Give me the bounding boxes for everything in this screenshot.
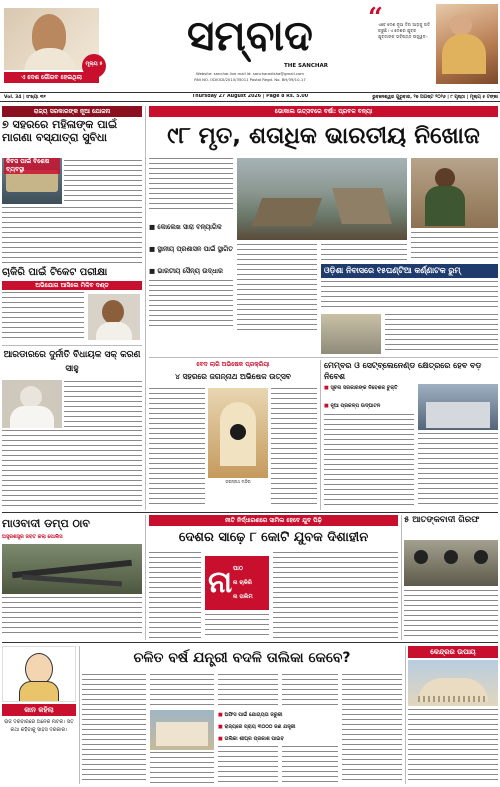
main-story-text-c xyxy=(237,244,317,330)
youth-badge-line-3: ନା ତାଲିମ xyxy=(233,594,253,600)
left-sub-1: ଦିବସ ପାଇଁ ବିଶେଷ ବ୍ୟବସ୍ଥା xyxy=(4,158,60,174)
bottom-text-h xyxy=(342,674,402,784)
main-story-text-e xyxy=(411,232,498,262)
center-rule xyxy=(320,360,321,510)
maoist-headline: ମାଓବାଦୀ ଡମ୍ପ ଠାବ xyxy=(2,517,90,530)
left-headline-2: ଚାକିରି ପାଇଁ ଟିକେଟ ପରୀକ୍ଷା xyxy=(2,267,108,278)
main-story-text-a xyxy=(149,158,233,210)
youth-text-c xyxy=(273,552,398,638)
lower-divider xyxy=(2,512,498,513)
left-headline-1: ୭ ସହରରେ ମହିଳାଙ୍କ ପାଇଁ ମାଗଣା ବସ୍‌ଯାତ୍ରା ସୁବିଧା xyxy=(2,118,118,144)
bottom-sub-2-text: ରାଜ୍ୟରେ ପ୍ରାୟ ୩୦୦୦ ଜଣ ଯନ୍ତ୍ରୀ xyxy=(224,724,296,730)
youth-badge-big: ନା xyxy=(207,565,233,600)
masthead-quote: ଏବେ ଦେଶ ନୂଆ ଦିଗ ଆଡ଼କୁ ଗତି କରୁଛି। ଏ ଦେଶର ଯୁବକ ଯୁବତୀଙ୍କ ଭବିଷ୍ୟତ ଉଜ୍ଜ୍ୱଳ। xyxy=(378,22,431,39)
left-headline-2-sub: ଅଭିଯୋଗ ଆସିଲେ ମିଳିବ ଦଣ୍ଡ xyxy=(2,281,142,290)
bottom-left-rule xyxy=(79,646,80,784)
main-divider xyxy=(149,357,498,358)
left-story-3-text xyxy=(64,381,142,427)
website-line: Website: sanchar.live mail id: sancharodisha@gmail.com xyxy=(196,71,304,76)
left-story-1-text xyxy=(64,160,142,204)
center-story-text-a xyxy=(149,388,205,508)
right-feature-headline: ଓଡ଼ିଶା ନିବାସରେ ୧୫ଘଣ୍ଟିଆ କର୍ଣ୍ଣାଟକ ରୁମ୍ xyxy=(321,264,498,278)
parliament-headline: କେନ୍ଦ୍ରର ଉପାୟ xyxy=(408,646,498,658)
main-bullet-3-text: ଭାରତୀୟ ସୈନ୍ୟ ଉଦ୍ଧାର xyxy=(157,267,223,275)
odia-dateline: ଭୁବନେଶ୍ୱର ଗୁରୁବାର, ୨୭ ଅଗଷ୍ଟ ୨୦୨୬ | ୮ ପୃଷ୍ଠା | ମୂଲ୍ୟ ୫ ଟଙ୍କା xyxy=(372,95,498,100)
bullet-marker: ■ xyxy=(218,724,225,730)
date-strip xyxy=(0,92,500,102)
bullet-marker: ■ xyxy=(149,245,158,253)
youth-badge-line-1: ପାଠ xyxy=(233,565,243,572)
dateline: Thursday 27 August 2026 | Page 8 Rs. 5.00 xyxy=(191,94,309,99)
left-story-2-text xyxy=(2,292,84,342)
mla-photo xyxy=(2,380,62,428)
youth-top-bar: ନୀତି ନିର୍ଦ୍ଧାରଣରେ ସାମିଲ ହେବେ ଯୁବ ପିଢ଼ି xyxy=(149,515,398,526)
center-story-kicker: ବେଦ ଲାଗି ଅଭିଷେକ ପ୍ରକ୍ରିୟା xyxy=(196,361,270,368)
mid-right-bullet-2 xyxy=(324,402,414,412)
main-bullet-2-text: ସ୍ଥାନୀୟ ପ୍ରଶାସନ ପାଇଁ ସ୍ଥାଗିତ xyxy=(157,245,233,253)
lower-right-rule xyxy=(401,515,402,640)
cartoon-text: ରାଜ ଦରବାରରେ ଅନେକ ନାଟକ। ସତ କଥା କହିବାକୁ ସାହସ ଦରକାର। xyxy=(4,719,74,733)
rescue-photo xyxy=(411,158,498,228)
bottom-sub-3-text: ତାଲିକା ଶୀଘ୍ର ପ୍ରକାଶ ପାଇବ xyxy=(224,736,284,742)
bullet-marker: ■ xyxy=(324,403,331,409)
center-story-text-b xyxy=(271,388,317,508)
bottom-sub-1 xyxy=(218,710,328,720)
advert-photo xyxy=(436,4,498,84)
main-bullet-3 xyxy=(149,258,233,276)
weapons-photo xyxy=(2,544,142,594)
temple-photo xyxy=(208,388,268,478)
official-photo xyxy=(88,294,140,340)
parliament-photo xyxy=(408,660,498,706)
bottom-text-g xyxy=(282,746,338,784)
bottom-sub-2 xyxy=(218,722,328,732)
volume-label: Vol. 34 | ସଂଖ୍ୟା ୩୧ xyxy=(4,95,46,100)
youth-text-b xyxy=(205,614,269,638)
bottom-text-d xyxy=(218,674,278,708)
left-story-3-text-b xyxy=(2,430,142,506)
maoist-text xyxy=(2,597,142,637)
newspaper-subtitle: THE SANCHAR xyxy=(284,63,328,69)
maoist-sub: ଅସ୍ତ୍ରଶସ୍ତ୍ର ଜବତ କଲା ପୋଲିସ xyxy=(2,534,63,540)
center-story-headline: ୪ ସହରରେ ଜଗନ୍ନାଥ ଅଭିଷେକ ଉତ୍ସବ xyxy=(175,372,291,381)
bullet-marker: ■ xyxy=(149,267,158,275)
bullet-marker: ■ xyxy=(218,712,225,718)
right-feature-text-b xyxy=(385,314,498,354)
mid-right-bullet-1 xyxy=(324,384,414,400)
odisha-bhawan-photo xyxy=(321,314,381,354)
main-headline: ୯୮ ମୃତ, ଶତାଧିକ ଭାରତୀୟ ନିଖୋଜ xyxy=(167,123,480,149)
main-bullet-1 xyxy=(149,214,233,232)
bottom-text-b xyxy=(150,674,214,708)
main-story-text-b xyxy=(149,280,233,330)
mid-right-bullet-1-text: ସୂଚନା ସରକାରଙ୍କ ନିବେଶକ ଚୁକ୍ତି xyxy=(330,385,398,391)
temple-caption: ଜଗନ୍ନାଥ ମନ୍ଦିର xyxy=(225,479,251,484)
youth-text-a xyxy=(149,552,201,638)
right-feature-text xyxy=(321,281,498,311)
cartoon-title: କାନ କହିଲା xyxy=(2,704,76,716)
terror-photo xyxy=(404,540,498,586)
main-top-bar: ଭୋକାଲ ଉତ୍‌ସବରେ ବର୍ଷା: ପ୍ରବଳ ବନ୍ୟା xyxy=(149,106,498,117)
masthead-left-caption: ଏ ଦେଶ ଗୌରବ ହେଇଥିଲା xyxy=(4,72,99,83)
bottom-text-c xyxy=(150,752,214,784)
bottom-right-rule xyxy=(405,646,406,784)
mid-right-bullet-2-text: ନୂଆ ପ୍ରକଳ୍ପ ଉଦ୍‌ଘାଟନ xyxy=(330,403,381,409)
terror-headline: ୫ ଆତଙ୍କବାଦୀ ଗିରଫ xyxy=(404,515,480,525)
left-story-1-text-b xyxy=(2,207,142,263)
bottom-text-e xyxy=(218,746,278,784)
price-text: ମୂଲ୍ୟ ୫ xyxy=(85,61,103,67)
mid-right-headline: ମେମ୍ବର ଓ ସେଟ୍‌ବ୍ଲେନେଣ୍ଡ କ୍ଷେତ୍ରରେ ହେବ ବଡ଼ ନିବେଶ xyxy=(324,361,482,381)
left-divider xyxy=(2,345,142,346)
investment-photo xyxy=(418,384,498,430)
mid-right-text-a xyxy=(324,414,414,508)
terror-text xyxy=(404,590,498,638)
main-bullet-2 xyxy=(149,236,233,254)
bullet-marker: ■ xyxy=(324,385,331,391)
cartoon-drawing xyxy=(2,646,76,702)
main-bullet-1-text: କୋଲେଖ ସାରା ବନ୍ୟାଗିକ xyxy=(157,223,222,231)
bullet-marker: ■ xyxy=(149,223,158,231)
main-story-text-d xyxy=(321,244,407,262)
youth-headline: ଦେଶର ସାଢ଼େ ୮ କୋଟି ଯୁବକ ଦିଶାହୀନ xyxy=(178,530,369,545)
youth-badge-line-2: ନା ଚାକିରି xyxy=(233,580,252,586)
quote-mark: “ xyxy=(368,6,383,30)
masthead xyxy=(0,0,500,92)
lower-left-rule xyxy=(145,515,146,640)
parliament-text xyxy=(408,709,498,784)
youth-badge xyxy=(205,556,269,610)
bullet-marker: ■ xyxy=(218,736,225,742)
registration-line: RNI NO. ODIODI/2010/35011 Postal Regd. No. BH/39/10-17 xyxy=(194,77,306,82)
bottom-text-f xyxy=(282,674,338,708)
flood-photo xyxy=(237,158,407,240)
building-photo xyxy=(150,710,214,750)
left-top-bar: ରାଜ୍ୟ ସରକାରଙ୍କ ନୂଆ ଯୋଜନା xyxy=(2,106,142,117)
bottom-sub-3 xyxy=(218,734,328,744)
left-headline-3: ଆରଡାରରେ ଦୁର୍ନୀତି ବିଧାୟକ ସକ୍‌ କରଣ ସାହୁ xyxy=(3,350,141,374)
newspaper-title: ସମ୍ବାଦ xyxy=(187,11,313,60)
bottom-sub-1-text: ଅଫିସ ପାଇଁ ଯୋଗ୍ୟତା ଜରୁରୀ xyxy=(224,712,283,718)
left-col-rule xyxy=(145,106,146,510)
bottom-text-a xyxy=(82,674,146,784)
bottom-divider xyxy=(2,642,498,643)
bottom-headline: ଚଳିତ ବର୍ଷ ଯନ୍ତ୍ରୀ ବଦଳି ତାଲିକା କେବେ? xyxy=(133,650,351,666)
mid-right-text-b xyxy=(418,433,498,508)
